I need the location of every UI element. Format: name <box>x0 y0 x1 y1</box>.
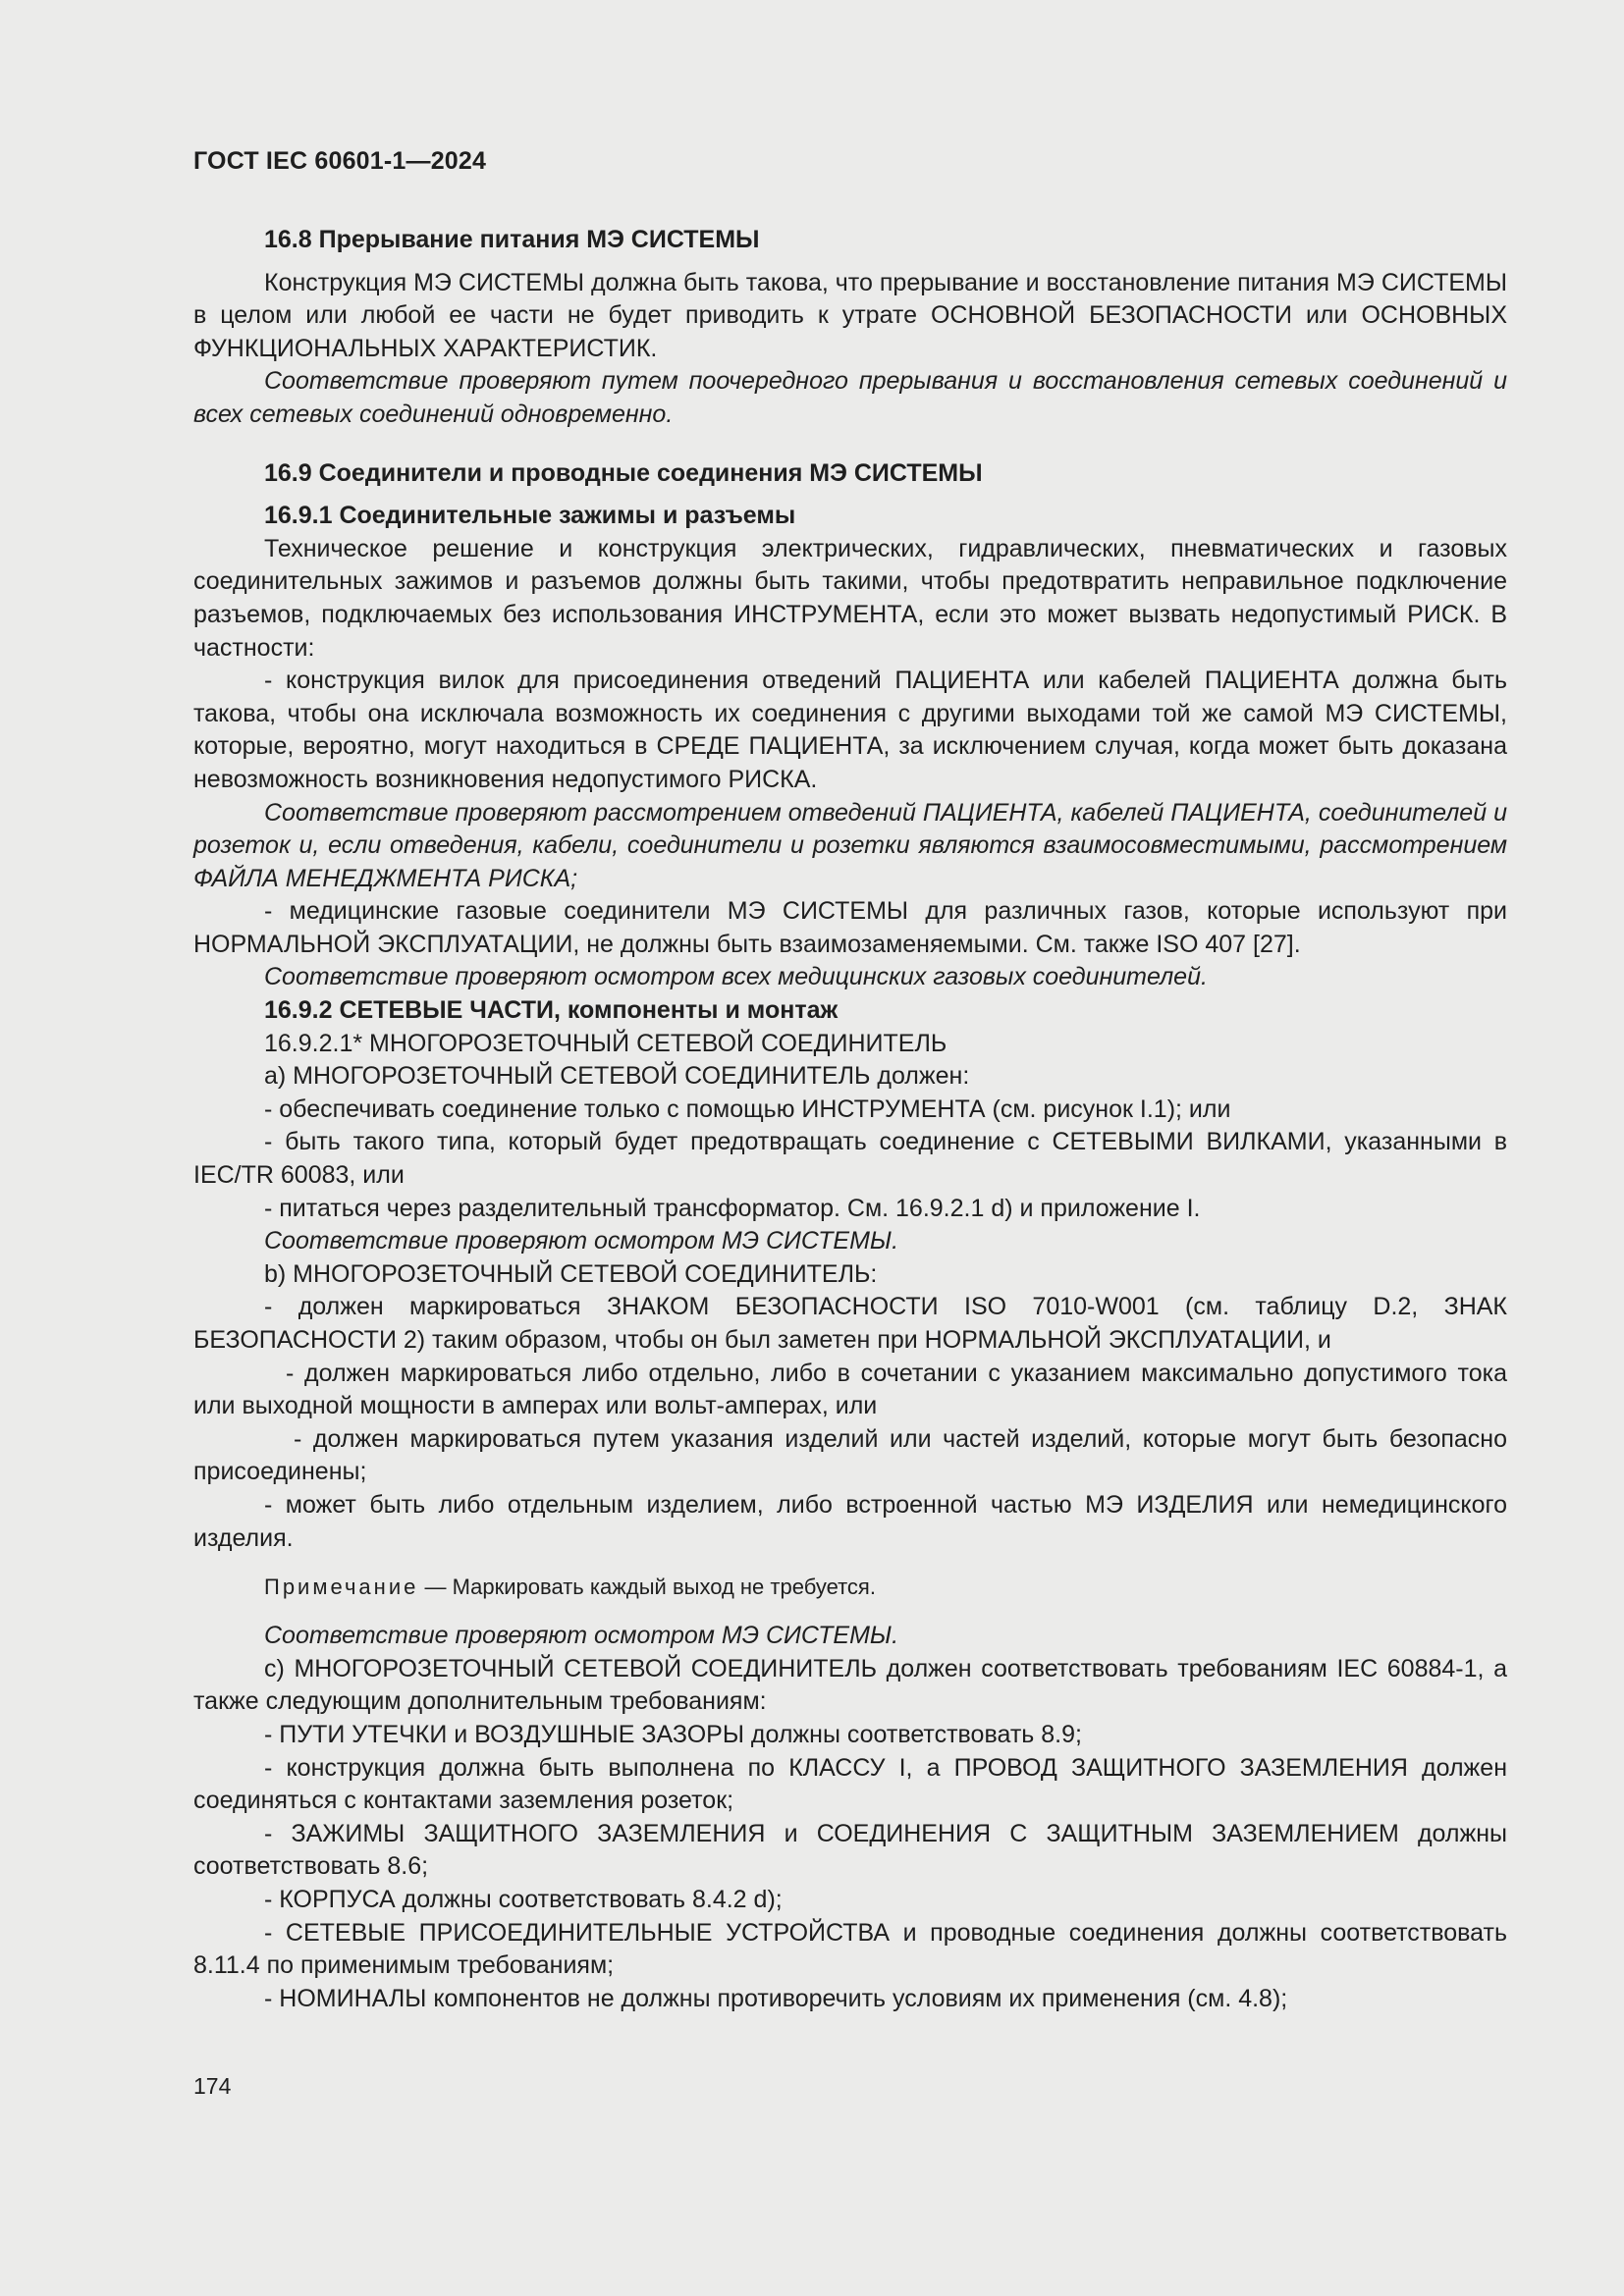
compliance-check: Соответствие проверяют осмотром МЭ СИСТЕМЫ. <box>264 1622 899 1650</box>
paragraph: Конструкция МЭ СИСТЕМЫ должна быть такова, что прерывание и восстановление питания МЭ СИСТЕМЫ в целом или любой ее части не будет приводить к утрате ОСНОВНОЙ БЕЗОПАСНОСТИ или ОСНОВНЫХ ФУНКЦИОНАЛЬНЫХ ХАРАКТЕРИСТИК. <box>193 268 1507 362</box>
list-item: - СЕТЕВЫЕ ПРИСОЕДИНИТЕЛЬНЫЕ УСТРОЙСТВА и проводные соединения должны соответствовать 8.11.4 по применимым требованиям; <box>193 1918 1507 1980</box>
section-16-9-2-heading: 16.9.2 СЕТЕВЫЕ ЧАСТИ, компоненты и монтаж <box>264 996 839 1025</box>
compliance-check: Соответствие проверяют рассмотрением отведений ПАЦИЕНТА, кабелей ПАЦИЕНТА, соединителей и розеток и, если отведения, кабели, соединители и розетки являются взаимосовместимыми, рассмотрением ФАЙЛА МЕНЕДЖМЕНТА РИСКА; <box>193 798 1507 892</box>
subsection-heading: 16.9.2.1* МНОГОРОЗЕТОЧНЫЙ СЕТЕВОЙ СОЕДИНИТЕЛЬ <box>264 1029 947 1057</box>
list-item: - КОРПУСА должны соответствовать 8.4.2 d); <box>264 1885 783 1913</box>
section-16-9-heading: 16.9 Соединители и проводные соединения МЭ СИСТЕМЫ <box>264 458 983 487</box>
document-body <box>193 224 1507 2015</box>
page-number: 174 <box>193 2073 232 2099</box>
section-16-9-1-heading: 16.9.1 Соединительные зажимы и разъемы <box>264 502 796 530</box>
note-label: Примечание <box>264 1575 419 1600</box>
list-item: - медицинские газовые соединители МЭ СИСТЕМЫ для различных газов, которые используют при НОРМАЛЬНОЙ ЭКСПЛУАТАЦИИ, не должны быть взаимозаменяемыми. См. также ISO 407 [27]. <box>193 897 1507 958</box>
list-item: - ЗАЖИМЫ ЗАЩИТНОГО ЗАЗЕМЛЕНИЯ и СОЕДИНЕНИЯ С ЗАЩИТНЫМ ЗАЗЕМЛЕНИЕМ должны соответствовать 8.6; <box>193 1819 1507 1881</box>
section-16-8-heading: 16.8 Прерывание питания МЭ СИСТЕМЫ <box>264 226 760 253</box>
list-item: - быть такого типа, который будет предотвращать соединение с СЕТЕВЫМИ ВИЛКАМИ, указанными в IEC/TR 60083, или <box>193 1128 1507 1190</box>
compliance-check: Соответствие проверяют путем поочередного прерывания и восстановления сетевых соединений и всех сетевых соединений одновременно. <box>193 367 1507 428</box>
paragraph: Техническое решение и конструкция электрических, гидравлических, пневматических и газовых соединительных зажимов и разъемов должны быть такими, чтобы предотвратить неправильное подключение разъемов, подключаемых без использования ИНСТРУМЕНТА, если это может вызвать недопустимый РИСК. В частности: <box>193 534 1507 662</box>
list-item: - обеспечивать соединение только с помощью ИНСТРУМЕНТА (см. рисунок I.1); или <box>264 1095 1231 1123</box>
page-header: ГОСТ IEC 60601-1—2024 <box>193 147 487 175</box>
note <box>193 1573 1507 1602</box>
list-item: - конструкция должна быть выполнена по КЛАССУ I, а ПРОВОД ЗАЩИТНОГО ЗАЗЕМЛЕНИЯ должен соединяться с контактами заземления розеток; <box>193 1753 1507 1815</box>
list-item: - конструкция вилок для присоединения отведений ПАЦИЕНТА или кабелей ПАЦИЕНТА должна быть такова, чтобы она исключала возможность их соединения с другими выходами той же самой МЭ СИСТЕМЫ, которые, вероятно, могут находиться в СРЕДЕ ПАЦИЕНТА, за исключением случая, когда может быть доказана невозможность возникновения недопустимого РИСКА. <box>193 667 1507 793</box>
list-item: - должен маркироваться либо отдельно, либо в сочетании с указанием максимально допустимого тока или выходной мощности в амперах или вольт-амперах, или <box>193 1359 1507 1420</box>
item-a: a) МНОГОРОЗЕТОЧНЫЙ СЕТЕВОЙ СОЕДИНИТЕЛЬ должен: <box>264 1062 970 1091</box>
item-b: b) МНОГОРОЗЕТОЧНЫЙ СЕТЕВОЙ СОЕДИНИТЕЛЬ: <box>264 1259 878 1288</box>
list-item: - должен маркироваться путем указания изделий или частей изделий, которые могут быть безопасно присоединены; <box>193 1424 1507 1486</box>
compliance-check: Соответствие проверяют осмотром всех медицинских газовых соединителей. <box>264 963 1208 991</box>
list-item: - ПУТИ УТЕЧКИ и ВОЗДУШНЫЕ ЗАЗОРЫ должны соответствовать 8.9; <box>264 1720 1082 1748</box>
note-text: — Маркировать каждый выход не требуется. <box>418 1575 876 1600</box>
item-c: c) МНОГОРОЗЕТОЧНЫЙ СЕТЕВОЙ СОЕДИНИТЕЛЬ должен соответствовать требованиям IEC 60884-1, а также следующим дополнительным требованиям: <box>193 1654 1507 1716</box>
list-item: - может быть либо отдельным изделием, либо встроенной частью МЭ ИЗДЕЛИЯ или немедицинского изделия. <box>193 1490 1507 1552</box>
compliance-check: Соответствие проверяют осмотром МЭ СИСТЕМЫ. <box>264 1227 899 1255</box>
list-item: - питаться через разделительный трансформатор. См. 16.9.2.1 d) и приложение I. <box>264 1194 1201 1222</box>
list-item: - НОМИНАЛЫ компонентов не должны противоречить условиям их применения (см. 4.8); <box>264 1984 1288 2012</box>
list-item: - должен маркироваться ЗНАКОМ БЕЗОПАСНОСТИ ISO 7010-W001 (см. таблицу D.2, ЗНАК БЕЗОПАСНОСТИ 2) таким образом, чтобы он был заметен при НОРМАЛЬНОЙ ЭКСПЛУАТАЦИИ, и <box>193 1293 1507 1354</box>
